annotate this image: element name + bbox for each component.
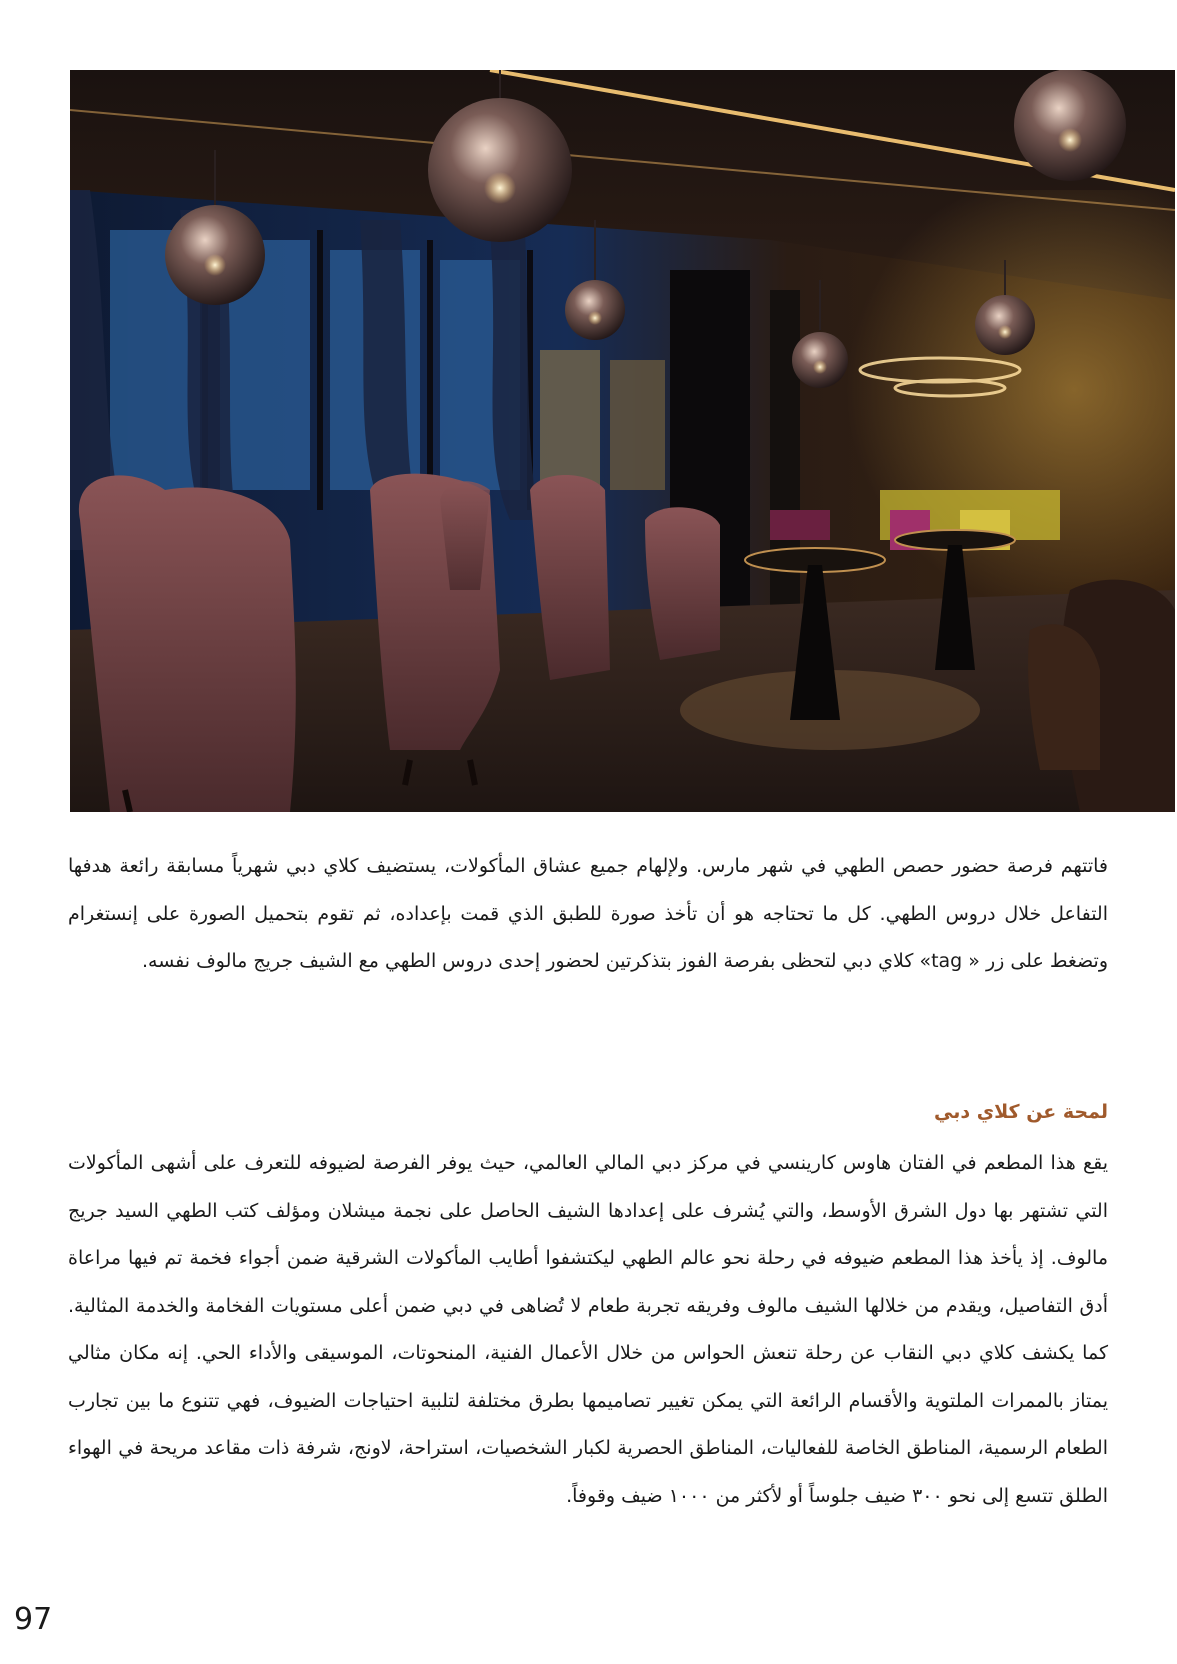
intro-paragraph: فاتتهم فرصة حضور حصص الطهي في شهر مارس. ولإلهام جميع عشاق المأكولات، يستضيف كلاي دبي شهرياً مسابقة رائعة هدفها التفاعل خلال دروس الطهي. كل ما تحتاجه هو أن تأخذ صورة للطبق الذي قمت بإعداده، ثم تقوم بتحميل الصورة على إنستغرام وتضغط على زر « tag» كلاي دبي لتحظى بفرصة الفوز بتذكرتين لحضور إحدى دروس الطهي مع الشيف جريج مالوف نفسه. bbox=[68, 855, 1108, 972]
restaurant-interior-photo bbox=[70, 70, 1175, 812]
restaurant-interior-illustration bbox=[70, 70, 1175, 812]
about-paragraph: يقع هذا المطعم في الفتان هاوس كارينسي في مركز دبي المالي العالمي، حيث يوفر الفرصة لضيوفه للتعرف على أشهى المأكولات التي تشتهر بها دول الشرق الأوسط، والتي يُشرف على إعدادها الشيف الحاصل على نجمة ميشلان ومؤلف كتب الطهي السيد جريج مالوف. إذ يأخذ هذا المطعم ضيوفه في رحلة نحو عالم الطهي ليكتشفوا أطايب المأكولات الشرقية ضمن أجواء فخمة تم فيها مراعاة أدق التفاصيل، ويقدم من خلالها الشيف مالوف وفريقه تجربة طعام لا تُضاهى في دبي ضمن أعلى مستويات الفخامة والخدمة المثالية. كما يكشف كلاي دبي النقاب عن رحلة تنعش الحواس من خلال الأعمال الفنية، المنحوتات، الموسيقى والأداء الحي. إنه مكان مثالي يمتاز بالممرات الملتوية والأقسام الرائعة التي يمكن تغيير تصاميمها بطرق مختلفة لتلبية احتياجات الضيوف، فهي تتنوع ما بين تجارب الطعام الرسمية، المناطق الخاصة للفعاليات، المناطق الحصرية لكبار الشخصيات، استراحة، لاونج، شرفة ذات مقاعد مريحة في الهواء الطلق تتسع إلى نحو ٣٠٠ ضيف جلوساً أو لأكثر من ١٠٠٠ ضيف وقوفاً. bbox=[68, 1152, 1108, 1507]
section-heading: لمحة عن كلاي دبي bbox=[933, 1101, 1108, 1123]
page-number: 97 bbox=[14, 1602, 53, 1637]
